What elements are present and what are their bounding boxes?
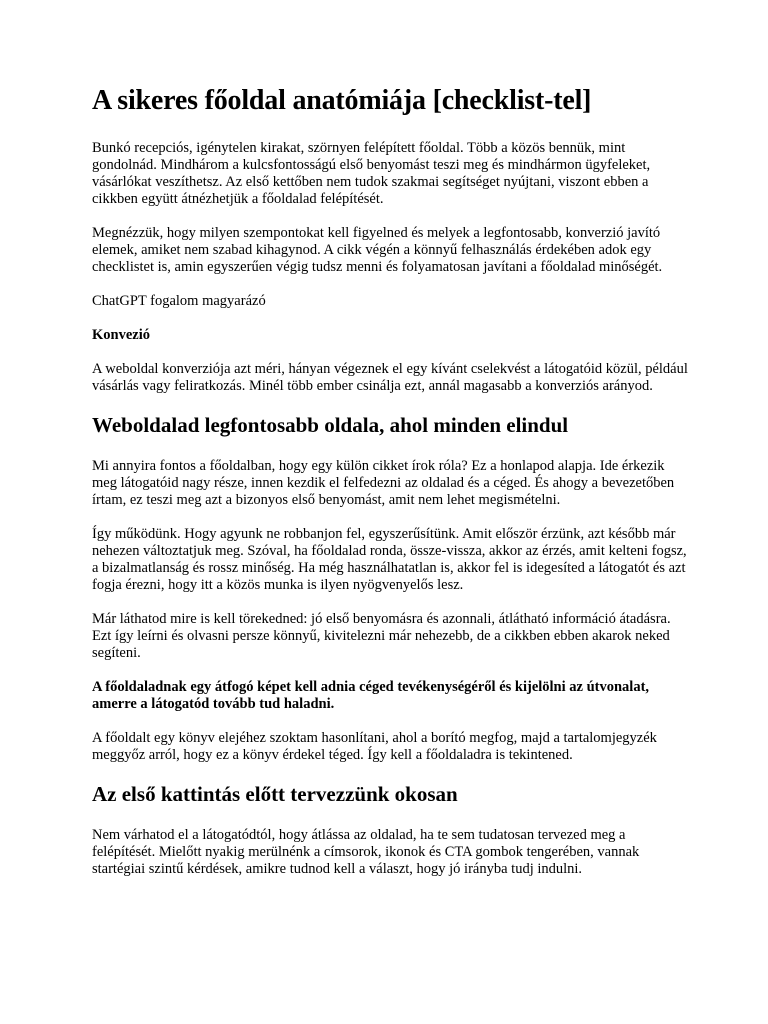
glossary-label: ChatGPT fogalom magyarázó <box>92 292 266 309</box>
document-page <box>92 84 692 895</box>
intro-paragraph-1: Bunkó recepciós, igénytelen kirakat, szörnyen felépített főoldal. Több a közös bennük, mint gondolnád. Mindhárom a kulcsfontosságú első benyomást teszi meg és mindhármon ügyfeleket, vásárlókat veszíthetsz. Az első kettőben nem tudok szakmai segítséget nyújtani, viszont ebben a cikkben együtt átnézhetjük a főoldalad felépítését. <box>92 139 651 207</box>
section1-highlight-paragraph: A főoldaladnak egy átfogó képet kell adnia céged tevékenységéről és kijelölni az útvonalat, amerre a látogatód tovább tud haladni. <box>92 678 650 712</box>
intro-paragraph-2: Megnézzük, hogy milyen szempontokat kell figyelned és melyek a legfontosabb, konverzió javító elemek, amiket nem szabad kihagynod. A cikk végén a könnyű felhasználás érdekében adok egy checklistet is, amin egyszerűen végig tudsz menni és folyamatosan javítani a főoldalad minőségét. <box>92 224 663 275</box>
page-title: A sikeres főoldal anatómiája [checklist-tel] <box>92 85 592 116</box>
section1-paragraph-2: Így működünk. Hogy agyunk ne robbanjon fel, egyszerűsítünk. Amit először érzünk, azt később már nehezen változtatjuk meg. Szóval, ha főoldalad ronda, össze-vissza, akkor az érzés, amit kelteni fogsz, a bizalmatlanság és rossz minőség. Ha még használhatatlan is, akkor fel is idegesíted a látogatót és azt fogja érezni, hogy itt a közös munka is ilyen nyögvenyelős lesz. <box>92 525 687 593</box>
section1-paragraph-3: Már láthatod mire is kell törekedned: jó első benyomásra és azonnali, átlátható információ átadásra. Ezt így leírni és olvasni persze könnyű, kivitelezni már nehezebb, de a cikkben ebben akarok neked segíteni. <box>92 610 671 661</box>
section1-paragraph-5: A főoldalt egy könyv elejéhez szoktam hasonlítani, ahol a borító megfog, majd a tartalomjegyzék meggyőz arról, hogy ez a könyv érdekel téged. Így kell a főoldaladra is tekintened. <box>92 729 657 763</box>
glossary-term: Konvezió <box>92 326 150 343</box>
section2-paragraph-1: Nem várhatod el a látogatódtól, hogy átlássa az oldalad, ha te sem tudatosan tervezed meg a felépítését. Mielőtt nyakig merülnénk a címsorok, ikonok és CTA gombok tengerében, vannak startégiai szintű kérdések, amikre tudnod kell a választ, hogy jó irányba tudj indulni. <box>92 826 640 877</box>
section-heading-1: Weboldalad legfontosabb oldala, ahol minden elindul <box>92 412 569 437</box>
section1-paragraph-1: Mi annyira fontos a főoldalban, hogy egy külön cikket írok róla? Ez a honlapod alapja. Ide érkezik meg látogatóid nagy része, innen kezdik el felfedezni az oldalad és a céged. És ahogy a bevezetőben írtam, ez teszi meg azt a bizonyos első benyomást, amit nem lehet megismételni. <box>92 457 675 508</box>
section-heading-2: Az első kattintás előtt tervezzünk okosan <box>92 781 458 806</box>
glossary-definition: A weboldal konverziója azt méri, hányan végeznek el egy kívánt cselekvést a látogatóid közül, például vásárlás vagy feliratkozás. Minél több ember csinálja ezt, annál magasabb a konverziós arányod. <box>92 360 688 394</box>
